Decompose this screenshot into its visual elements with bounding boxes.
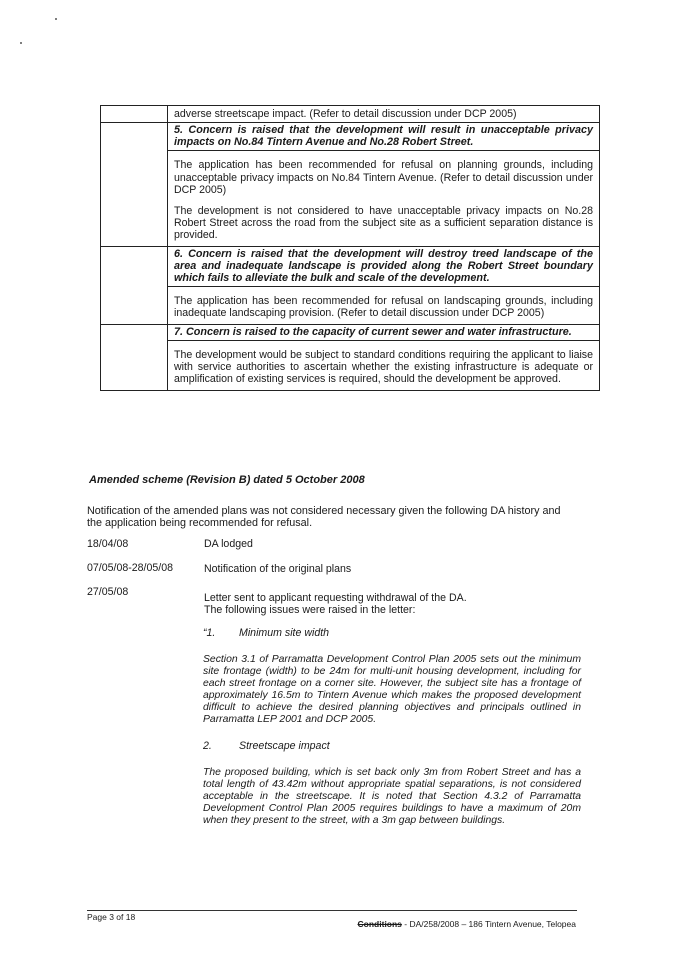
response-paragraph: The development would be subject to standard conditions requiring the applicant to liaise with service authorities to ascertain whether the existing infrastructure is adequate or amplification of existing services is required, should the development be approved.: [174, 348, 593, 386]
history-date: 27/05/08: [87, 586, 129, 598]
item-number: “1.: [203, 627, 216, 639]
response-paragraph: The application has been recommended for refusal on planning grounds, including unacceptable privacy impacts on No.84 Tintern Avenue. (Refer to detail discussion under DCP 2005): [174, 159, 593, 197]
item-title: Streetscape impact: [239, 740, 330, 752]
letter-item-body: Section 3.1 of Parramatta Development Control Plan 2005 sets out the minimum site frontage (width) to be 24m for multi-unit housing development, including for each street frontage on a corner site. However, the subject site has a frontage of approximately 16.5m to Tintern Avenue which makes the proposed development difficult to achieve the desired planning objectives and principals outlined in Parramatta LEP 2001 and DCP 2005.: [203, 654, 581, 725]
item-number: 2.: [203, 740, 212, 752]
footer-ref-text: - DA/258/2008 – 186 Tintern Avenue, Telopea: [401, 919, 576, 929]
scan-speck: [20, 42, 22, 44]
submissions-table: [100, 105, 600, 391]
footer-reference: [358, 919, 576, 929]
concern-heading: 7. Concern is raised to the capacity of current sewer and water infrastructure.: [168, 326, 599, 341]
item-title: Minimum site width: [239, 627, 330, 639]
history-text: Notification of the original plans: [204, 563, 352, 575]
letter-item-body: The proposed building, which is set back only 3m from Robert Street and has a total length of 43.42m without appropriate spatial separations, is not considered acceptable in the streetscape. It is noted that Section 4.3.2 of Parramatta Development Control Plan 2005 requires buildings to have a maximum of 20m when they present to the street, with a 3m gap between buildings.: [203, 767, 581, 826]
scan-speck: [55, 18, 57, 20]
footer-rule: [87, 910, 577, 911]
section-heading: Amended scheme (Revision B) dated 5 October 2008: [89, 474, 365, 486]
table-row: [101, 247, 599, 325]
table-row: [101, 123, 599, 246]
response-paragraph: The application has been recommended for refusal on landscaping grounds, including inadequate landscaping provision. (Refer to detail discussion under DCP 2005): [174, 294, 593, 320]
letter-item-heading: [203, 627, 329, 639]
letter-item-heading: [203, 740, 330, 752]
table-row: [101, 325, 599, 390]
history-date: 07/05/08-28/05/08: [87, 562, 174, 574]
history-text: Letter sent to applicant requesting withdrawal of the DA.: [204, 592, 467, 604]
table-row: [101, 106, 599, 123]
history-text: The following issues were raised in the letter:: [204, 604, 416, 616]
concern-heading: 5. Concern is raised that the development will result in unacceptable privacy impacts on No.84 Tintern Avenue and No.28 Robert Street.: [168, 124, 599, 151]
struck-word: Conditions: [357, 919, 402, 929]
concern-heading: 6. Concern is raised that the development will destroy treed landscape of the area and inadequate landscape is provided along the Robert Street boundary which fails to alleviate the bulk and scale of the development.: [168, 248, 599, 287]
page-number: Page 3 of 18: [87, 912, 136, 922]
row-text: adverse streetscape impact. (Refer to detail discussion under DCP 2005): [174, 108, 517, 120]
response-paragraph: The development is not considered to have unacceptable privacy impacts on No.28 Robert Street across the road from the subject site as a sufficient separation distance is provided.: [174, 204, 593, 242]
notification-paragraph: Notification of the amended plans was not considered necessary given the following DA history and the application being recommended for refusal.: [87, 505, 561, 530]
history-date: 18/04/08: [87, 538, 129, 550]
history-text: DA lodged: [204, 538, 253, 550]
